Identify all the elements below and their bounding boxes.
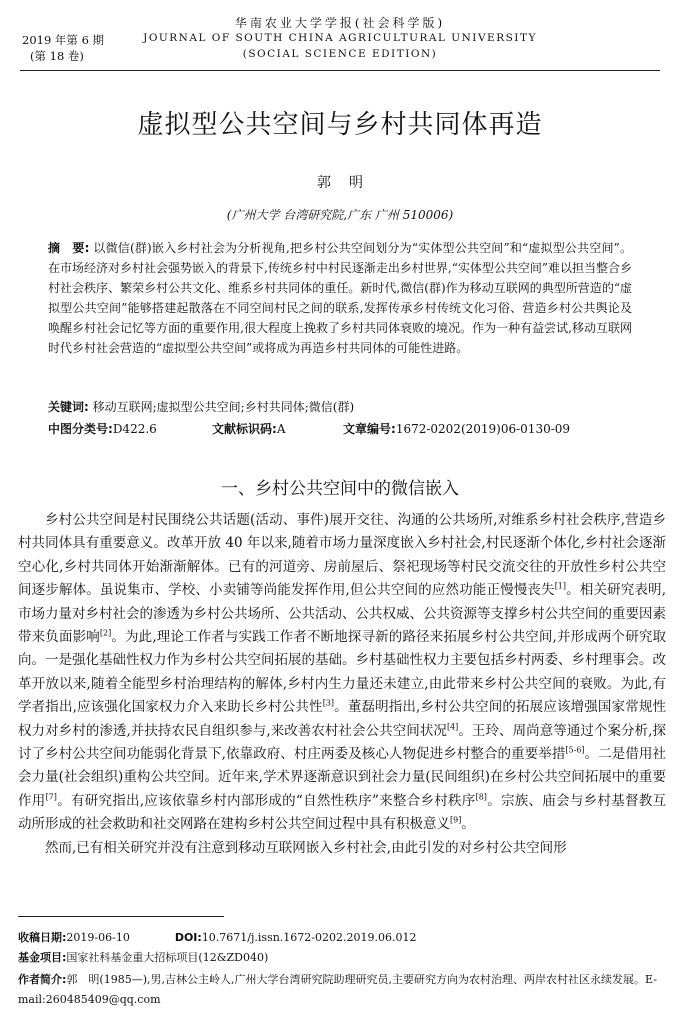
citation-ref: [7] — [45, 792, 57, 802]
clc-number — [48, 420, 157, 437]
keywords — [48, 398, 632, 415]
body-text-run: 。相关研究表明,市场力量对乡村社会的渗透为乡村公共场所、公共活动、公共权威、公共资源等支撑乡村公共空间的重要因素带来负面影响 — [18, 582, 666, 646]
body-text-run: 。王玲、周尚意等通过个案分析,探讨了乡村公共空间功能弱化背景下,依靠政府、村庄两委及核心人物促进乡村整合的重要举措 — [18, 722, 666, 763]
abstract-label: 摘 要: — [48, 241, 90, 255]
citation-ref: [2] — [99, 628, 112, 638]
footnote-author-bio — [18, 970, 668, 1010]
footnote-received-doi — [18, 928, 668, 948]
citation-ref: [5-6] — [565, 745, 585, 755]
journal-subtitle-en: (SOCIAL SCIENCE EDITION) — [242, 48, 438, 60]
footnote-divider — [18, 916, 224, 917]
author-bio-label: 作者简介: — [18, 973, 67, 986]
doi-label: DOI: — [174, 931, 202, 944]
article-number-label: 文章编号: — [343, 422, 396, 436]
keywords-label: 关键词: — [48, 400, 89, 414]
body-text-run: 。 — [461, 816, 475, 833]
article-author: 郭明 — [317, 175, 381, 191]
footnote-fund — [18, 948, 668, 968]
body-text-run: 。宗族、庙会与乡村基督教互动所形成的社会救助和社交网路在建构乡村公共空间过程中具有积极意义 — [18, 792, 667, 833]
abstract — [48, 238, 632, 358]
body-paragraph — [18, 509, 666, 837]
citation-ref: [9] — [450, 815, 462, 825]
journal-title-cn: 华南农业大学学报(社会科学版) — [234, 16, 446, 30]
received-date: 2019-06-10 — [66, 931, 130, 944]
document-code — [212, 420, 285, 437]
citation-ref: [3] — [322, 698, 335, 708]
received-label: 收稿日期: — [18, 931, 67, 944]
citation-ref: [4] — [446, 722, 459, 732]
abstract-text: 以微信(群)嵌入乡村社会为分析视角,把乡村公共空间划分为“实体型公共空间”和“虚拟型公共空间”。在市场经济对乡村社会强势嵌入的背景下,传统乡村中村民逐渐走出乡村世界,“实体型公共空间”难以担当整合乡村社会秩序、繁荣乡村公共文化、维系乡村共同体的重任。新时代,微信(群)作为移动互联网的典型所营造的“虚拟型公共空间”能够搭建起散落在不同空间村民之间的联系,发挥传承乡村传统文化习俗、营造乡村公共舆论及唤醒乡村社会记忆等方面的重要作用,很大程度上挽救了乡村共同体衰败的境况。作为一种有益尝试,移动互联网时代乡村社会营造的“虚拟型公共空间”或将成为再造乡村共同体的可能性进路。 — [48, 241, 632, 355]
doc-code-value: A — [276, 422, 286, 436]
doi-value: 10.7671/j.issn.1672-0202.2019.06.012 — [201, 931, 417, 944]
journal-title-en: JOURNAL OF SOUTH CHINA AGRICULTURAL UNIVERSITY — [143, 32, 537, 44]
article-number-value: 1672-0202(2019)06-0130-09 — [395, 422, 571, 436]
clc-value: D422.6 — [112, 422, 157, 436]
body-text-run: 。二是借用社会力量(社会组织)重构公共空间。近年来,学术界逐渐意识到社会力量(民间组织)在乡村公共空间拓展中的重要作用 — [18, 746, 667, 809]
section-heading: 一、乡村公共空间中的微信嵌入 — [221, 479, 459, 499]
body-text-run: 。为此,理论工作者与实践工作者不断地探寻新的路径来拓展乡村公共空间,并形成两个研究取向。一是强化基础性权力作为乡村公共空间拓展的基础。乡村基础性权力主要包括乡村两委、乡村理事会。改革开放以来,随着全能型乡村治理结构的解体,乡村内生力量还未建立,由此带来乡村公共空间的衰败。为此,有学者指出,应该强化国家权力介入来助长乡村公共性 — [18, 629, 666, 716]
issue-date: 2019 年第 6 期 — [22, 33, 105, 47]
body-text — [18, 509, 666, 860]
header-divider — [20, 70, 660, 71]
keywords-text: 移动互联网;虚拟型公共空间;乡村共同体;微信(群) — [92, 400, 355, 414]
author-affiliation: (广州大学 台湾研究院,广东 广州 510006) — [226, 208, 454, 222]
body-text-run: 乡村公共空间是村民围绕公共话题(活动、事件)展开交往、沟通的公共场所,对维系乡村社会秩序,营造乡村共同体具有重要意义。改革开放 40 年以来,随着市场力量深度嵌入乡村社会,村民逐渐个体化,乡村社会逐渐空心化,乡村共同体开始渐渐解体。已有的河道旁、房前屋后、祭祀现场等村民交流交往的开放性乡村公共空间逐步解体。虽说集市、学校、小卖铺等尚能发挥作用,但公共空间的应然功能正慢慢丧失 — [18, 512, 666, 599]
author-bio-text: 郭 明(1985—),男,吉林公主岭人,广州大学台湾研究院助理研究员,主要研究方向为农村治理、两岸农村社区永续发展。E-mail:260485409@qq.com — [18, 973, 657, 1006]
body-text-run: 。有研究指出,应该依靠乡村内部形成的“自然性秩序”来整合乡村秩序 — [56, 792, 476, 809]
fund-label: 基金项目: — [18, 951, 67, 964]
body-paragraph: 然而,已有相关研究并没有注意到移动互联网嵌入乡村社会,由此引发的对乡村公共空间形 — [45, 839, 567, 856]
citation-ref: [8] — [475, 792, 487, 802]
article-number — [343, 420, 570, 437]
clc-label: 中图分类号: — [48, 422, 113, 436]
article-title: 虚拟型公共空间与乡村共同体再造 — [137, 110, 543, 140]
volume-number: (第 18 卷) — [30, 49, 84, 63]
body-text-run: 。董磊明指出,乡村公共空间的拓展应该增强国家常规性权力对乡村的渗透,并扶持农民自组织参与,来改善农村社会公共空间状况 — [18, 699, 667, 739]
citation-ref: [1] — [554, 581, 567, 591]
fund-value: 国家社科基金重大招标项目(12&ZD040) — [66, 951, 269, 964]
doc-code-label: 文献标识码: — [212, 422, 277, 436]
